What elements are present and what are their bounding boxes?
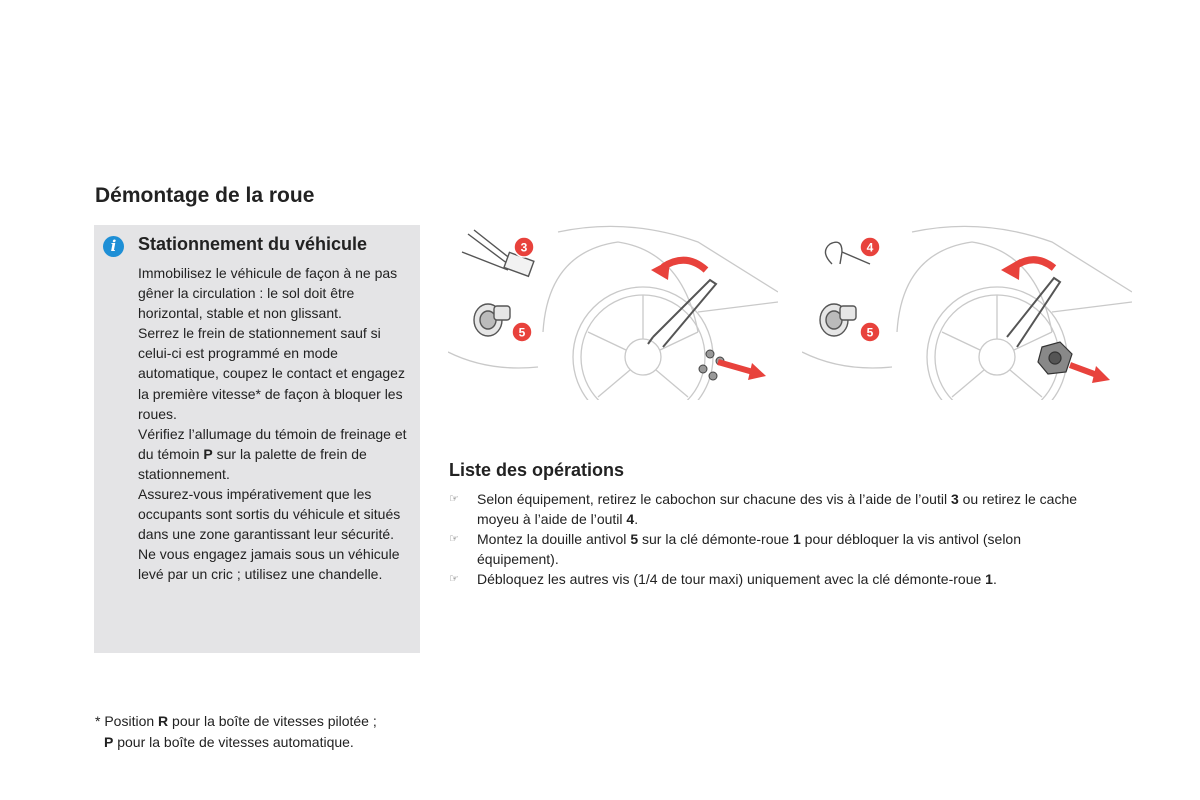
indicator-p: P	[203, 445, 213, 462]
pointing-hand-icon: ☞	[449, 573, 459, 586]
info-heading: Stationnement du véhicule	[138, 234, 368, 254]
info-icon: i	[103, 236, 124, 257]
reference-number: 4	[626, 511, 635, 528]
svg-text:5: 5	[518, 325, 526, 340]
operations-list	[449, 489, 1099, 589]
reference-number: 1	[792, 531, 801, 548]
item-text-run: .	[634, 511, 639, 528]
footnote-line: * Position R pour la boîte de vitesses pilotée ;	[95, 713, 377, 729]
reference-number: 1	[985, 571, 993, 588]
info-paragraph: Vérifiez l’allumage du témoin de freinage et du témoin P sur la palette de frein de stationnement.	[138, 425, 407, 482]
pull-arrow-icon	[1070, 365, 1097, 375]
item-text-run: Montez la douille antivol	[477, 531, 631, 548]
svg-text:5: 5	[866, 325, 874, 340]
reference-number: 3	[950, 491, 959, 507]
info-paragraph: Assurez-vous impérativement que les occupants sont sortis du véhicule et situés dans une zone garantissant leur sécurité.	[138, 486, 401, 543]
svg-text:4: 4	[866, 240, 874, 255]
svg-text:3: 3	[520, 240, 528, 255]
info-body	[138, 263, 416, 585]
info-paragraph: Serrez le frein de stationnement sauf si celui-ci est programmé en mode automatique, coupez le contact et engagez la première vitesse* de façon à bloquer les roues.	[138, 325, 405, 422]
wheel-wrench-icon	[1007, 278, 1060, 347]
reference-number: 5	[630, 531, 639, 548]
item-text-run: Débloquez les autres vis (1/4 de tour maxi) uniquement avec la clé démonte-roue	[477, 571, 986, 588]
page-title: Démontage de la roue	[95, 184, 315, 207]
antitheft-socket-icon	[820, 304, 856, 336]
item-text-run: pour débloquer la vis antivol (selon équipement).	[477, 531, 1022, 568]
rotate-arrow-icon	[1014, 260, 1054, 268]
operations-heading: Liste des opérations	[449, 460, 625, 480]
item-text-run: Selon équipement, retirez le cabochon sur chacune des vis à l’aide de l’outil	[477, 491, 951, 507]
info-paragraph: Immobilisez le véhicule de façon à ne pas gêner la circulation : le sol doit être horizontal, stable et non glissant.	[138, 265, 398, 322]
wheel-illustration-hubcap-removal	[802, 222, 1132, 400]
parking-info-box	[94, 225, 420, 653]
item-text-run: ou retirez le cache moyeu à l’aide de l’outil	[477, 491, 1078, 528]
antitheft-socket-icon	[474, 304, 510, 336]
wheel-illustration-cap-removal	[448, 222, 778, 400]
pointing-hand-icon: ☞	[449, 533, 459, 546]
list-item	[449, 569, 1099, 589]
pull-arrow-icon	[718, 362, 753, 372]
info-paragraph: Ne vous engagez jamais sous un véhicule levé par un cric ; utilisez une chandelle.	[138, 546, 400, 583]
wheel-wrench-icon	[648, 280, 716, 347]
footnote-line: P pour la boîte de vitesses automatique.	[104, 734, 354, 750]
footnote	[95, 711, 455, 753]
pointing-hand-icon: ☞	[449, 493, 459, 505]
list-item	[449, 489, 1099, 529]
list-item	[449, 529, 1099, 569]
item-text-run: sur la clé démonte-roue	[638, 531, 793, 548]
item-text-run: .	[992, 571, 997, 588]
